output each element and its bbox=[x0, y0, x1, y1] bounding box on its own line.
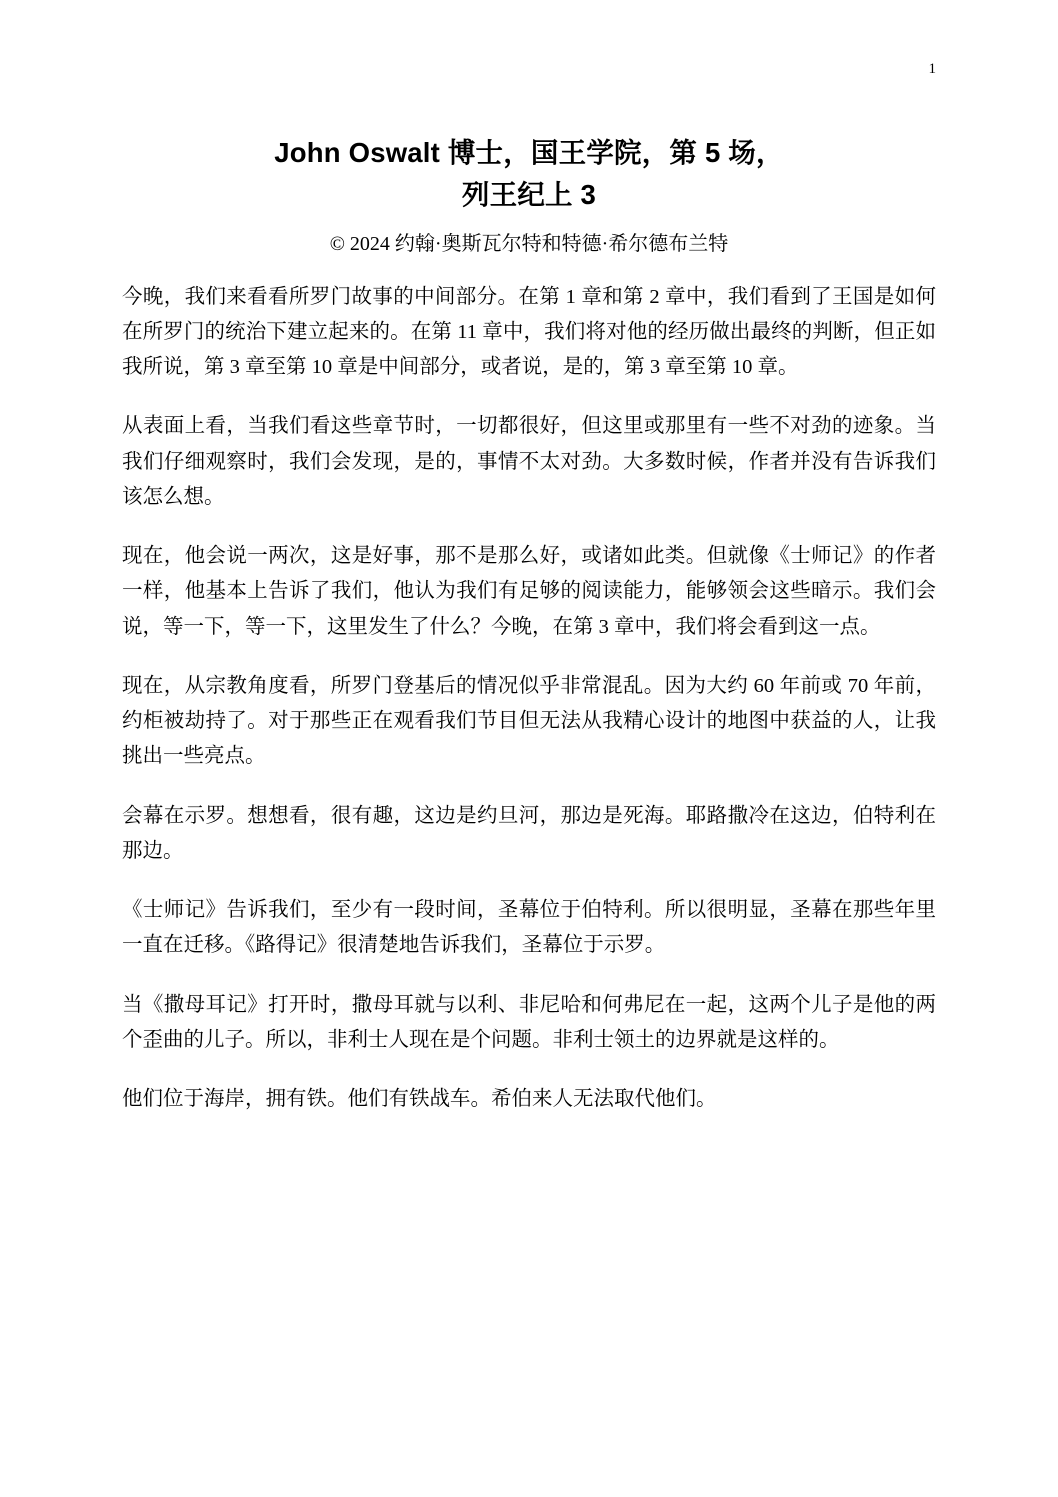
paragraph: 现在，从宗教角度看，所罗门登基后的情况似乎非常混乱。因为大约 60 年前或 70 年前，约柜被劫持了。对于那些正在观看我们节目但无法从我精心设计的地图中获益的人，让我挑出一些亮点。 bbox=[122, 674, 936, 768]
paragraph: 会幕在示罗。想想看，很有趣，这边是约旦河，那边是死海。耶路撒冷在这边，伯特利在那边。 bbox=[122, 804, 936, 862]
paragraph: 《士师记》告诉我们，至少有一段时间，圣幕位于伯特利。所以很明显，圣幕在那些年里一直在迁移。《路得记》很清楚地告诉我们，圣幕位于示罗。 bbox=[122, 899, 936, 957]
document-body bbox=[122, 258, 936, 1118]
page-title-line-1: John Oswalt 博士，国王学院，第 5 场， bbox=[274, 137, 784, 168]
page-number: 1 bbox=[928, 61, 936, 77]
paragraph: 现在，他会说一两次，这是好事，那不是那么好，或诸如此类。但就像《士师记》的作者一样，他基本上告诉了我们，他认为我们有足够的阅读能力，能够领会这些暗示。我们会说，等一下，等一下，这里发生了什么？今晚，在第 3 章中，我们将会看到这一点。 bbox=[122, 545, 936, 638]
page-title-line-2: 列王纪上 3 bbox=[461, 178, 597, 210]
paragraph: 从表面上看，当我们看这些章节时，一切都很好，但这里或那里有一些不对劲的迹象。当我们仔细观察时，我们会发现，是的，事情不太对劲。大多数时候，作者并没有告诉我们该怎么想。 bbox=[122, 415, 936, 508]
page-title bbox=[122, 60, 936, 216]
copyright-notice: © 2024 约翰·奥斯瓦尔特和特德·希尔德布兰特 bbox=[329, 232, 729, 255]
paragraph: 当《撒母耳记》打开时，撒母耳就与以利、非尼哈和何弗尼在一起，这两个儿子是他的两个歪曲的儿子。所以，非利士人现在是个问题。非利士领土的边界就是这样的。 bbox=[122, 993, 936, 1051]
paragraph: 他们位于海岸，拥有铁。他们有铁战车。希伯来人无法取代他们。 bbox=[122, 1088, 717, 1111]
paragraph: 今晚，我们来看看所罗门故事的中间部分。在第 1 章和第 2 章中，我们看到了王国是如何在所罗门的统治下建立起来的。在第 11 章中，我们将对他的经历做出最终的判断，但正如我所说，第 3 章至第 10 章是中间部分，或者说，是的，第 3 章至第 10 章。 bbox=[122, 285, 936, 379]
